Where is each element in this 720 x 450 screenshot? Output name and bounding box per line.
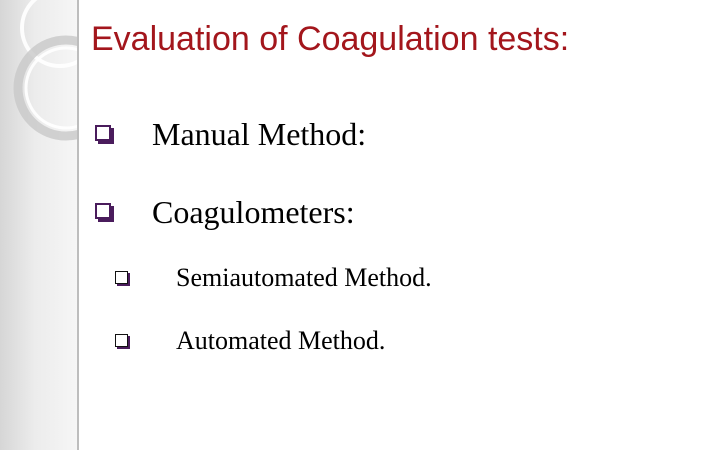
checkbox-square-icon (95, 125, 114, 144)
checkbox-square-icon (95, 203, 114, 222)
slide-title: Evaluation of Coagulation tests: (91, 20, 570, 58)
subbullet-label: Automated Method. (176, 326, 386, 355)
subbullet-item-semiautomated (115, 260, 432, 296)
sidebar-decoration (0, 0, 78, 450)
subbullet-item-automated (115, 323, 385, 359)
checkbox-square-icon (115, 334, 130, 349)
bullet-label: Coagulometers: (152, 193, 355, 230)
bullet-label: Manual Method: (152, 115, 367, 152)
sidebar-divider (77, 0, 79, 450)
bullet-item-coagulometers (95, 191, 355, 233)
subbullet-label: Semiautomated Method. (176, 263, 432, 292)
bullet-item-manual (95, 113, 366, 155)
checkbox-square-icon (115, 271, 130, 286)
circle-ornament (0, 0, 78, 160)
